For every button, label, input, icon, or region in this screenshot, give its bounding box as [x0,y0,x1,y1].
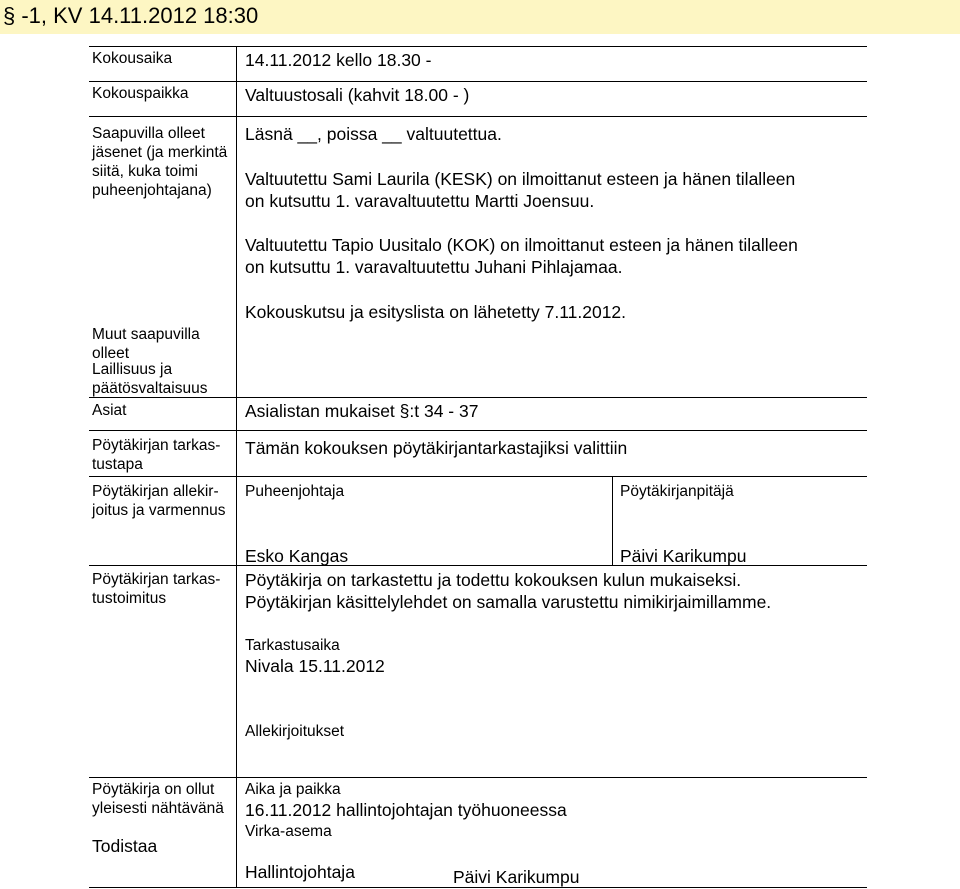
rule [89,565,867,566]
statement-line: Pöytäkirjan käsittelylehdet on samalla varustettu nimikirjaimillamme. [245,592,772,612]
value-kokousaika: 14.11.2012 kello 18.30 - [245,50,432,70]
rule [612,476,613,565]
label-tarkastustapa [92,436,220,474]
label-line: yleisesti nähtävänä [92,800,224,817]
signatures-label: Allekirjoitukset [245,723,345,740]
rule [89,116,867,117]
label-allekirjoitus [92,482,226,520]
label-kokouspaikka: Kokouspaikka [92,85,189,102]
inspection-statement [245,569,771,613]
rule [89,81,867,82]
label-line: tustoimitus [92,590,167,607]
rule [89,777,867,778]
chair-label: Puheenjohtaja [245,483,345,500]
label-line: Saapuvilla olleet [92,125,205,142]
note-line: Valtuutettu Sami Laurila (KESK) on ilmoittanut esteen ja hänen tilalleen [245,169,796,189]
label-line: Pöytäkirjan tarkas- [92,571,221,588]
inspection-time-label: Tarkastusaika [245,637,340,654]
label-line: joitus ja varmennus [92,502,226,519]
label-line: Pöytäkirjan tarkas- [92,437,221,454]
value-asiat: Asialistan mukaiset §:t 34 - 37 [245,401,479,421]
page-title: § -1, KV 14.11.2012 18:30 [3,3,259,28]
note-line: on kutsuttu 1. varavaltuutettu Martti Joensuu. [245,191,595,211]
rule [89,430,867,431]
rule [89,476,867,477]
secretary-label: Pöytäkirjanpitäjä [620,483,734,500]
inspection-time-value: Nivala 15.11.2012 [245,656,385,676]
label-saapuvilla [92,124,227,200]
position-value: Hallintojohtaja [245,862,355,882]
note-line: on kutsuttu 1. varavaltuutettu Juhani Pihlajamaa. [245,257,623,277]
label-line: Pöytäkirjan allekir- [92,483,219,500]
todistaa-text: Todistaa [92,836,158,856]
invitation-text: Kokouskutsu ja esityslista on lähetetty 7.11.2012. [245,302,627,322]
attendance-text: Läsnä __, poissa __ valtuutettua. [245,124,502,144]
note-line: Valtuutettu Tapio Uusitalo (KOK) on ilmoittanut esteen ja hänen tilalleen [245,235,798,255]
label-kokousaika: Kokousaika [92,50,173,67]
label-line: Pöytäkirja on ollut [92,781,215,798]
signer-name: Päivi Karikumpu [453,867,580,887]
label-line: jäsenet (ja merkintä [92,144,228,161]
label-line: Laillisuus ja [92,361,173,378]
rule [236,46,237,888]
label-tarkastustoimitus [92,570,220,608]
label-line: tustapa [92,456,143,473]
statement-line: Pöytäkirja on tarkastettu ja todettu kokouksen kulun mukaiseksi. [245,570,742,590]
secretary-name: Päivi Karikumpu [620,546,747,566]
rule [89,46,867,47]
label-line: Muut saapuvilla [92,326,200,343]
substitute-note-1 [245,168,795,212]
label-muut-saapuvilla [92,325,200,363]
place-value: 16.11.2012 hallintojohtajan työhuoneessa [245,800,567,820]
value-kokouspaikka: Valtuustosali (kahvit 18.00 - ) [245,85,470,105]
label-line: siitä, kuka toimi [92,163,198,180]
label-line: olleet [92,345,130,362]
label-nahtavana [92,780,224,818]
value-tarkastustapa: Tämän kokouksen pöytäkirjantarkastajiksi valittiin [245,438,628,458]
chair-name: Esko Kangas [245,546,349,566]
substitute-note-2 [245,234,798,278]
label-line: puheenjohtajana) [92,182,212,199]
label-line: päätösvaltaisuus [92,380,208,397]
label-laillisuus [92,360,207,398]
position-label: Virka-asema [245,823,332,840]
label-asiat: Asiat [92,402,127,419]
place-label: Aika ja paikka [245,781,341,798]
